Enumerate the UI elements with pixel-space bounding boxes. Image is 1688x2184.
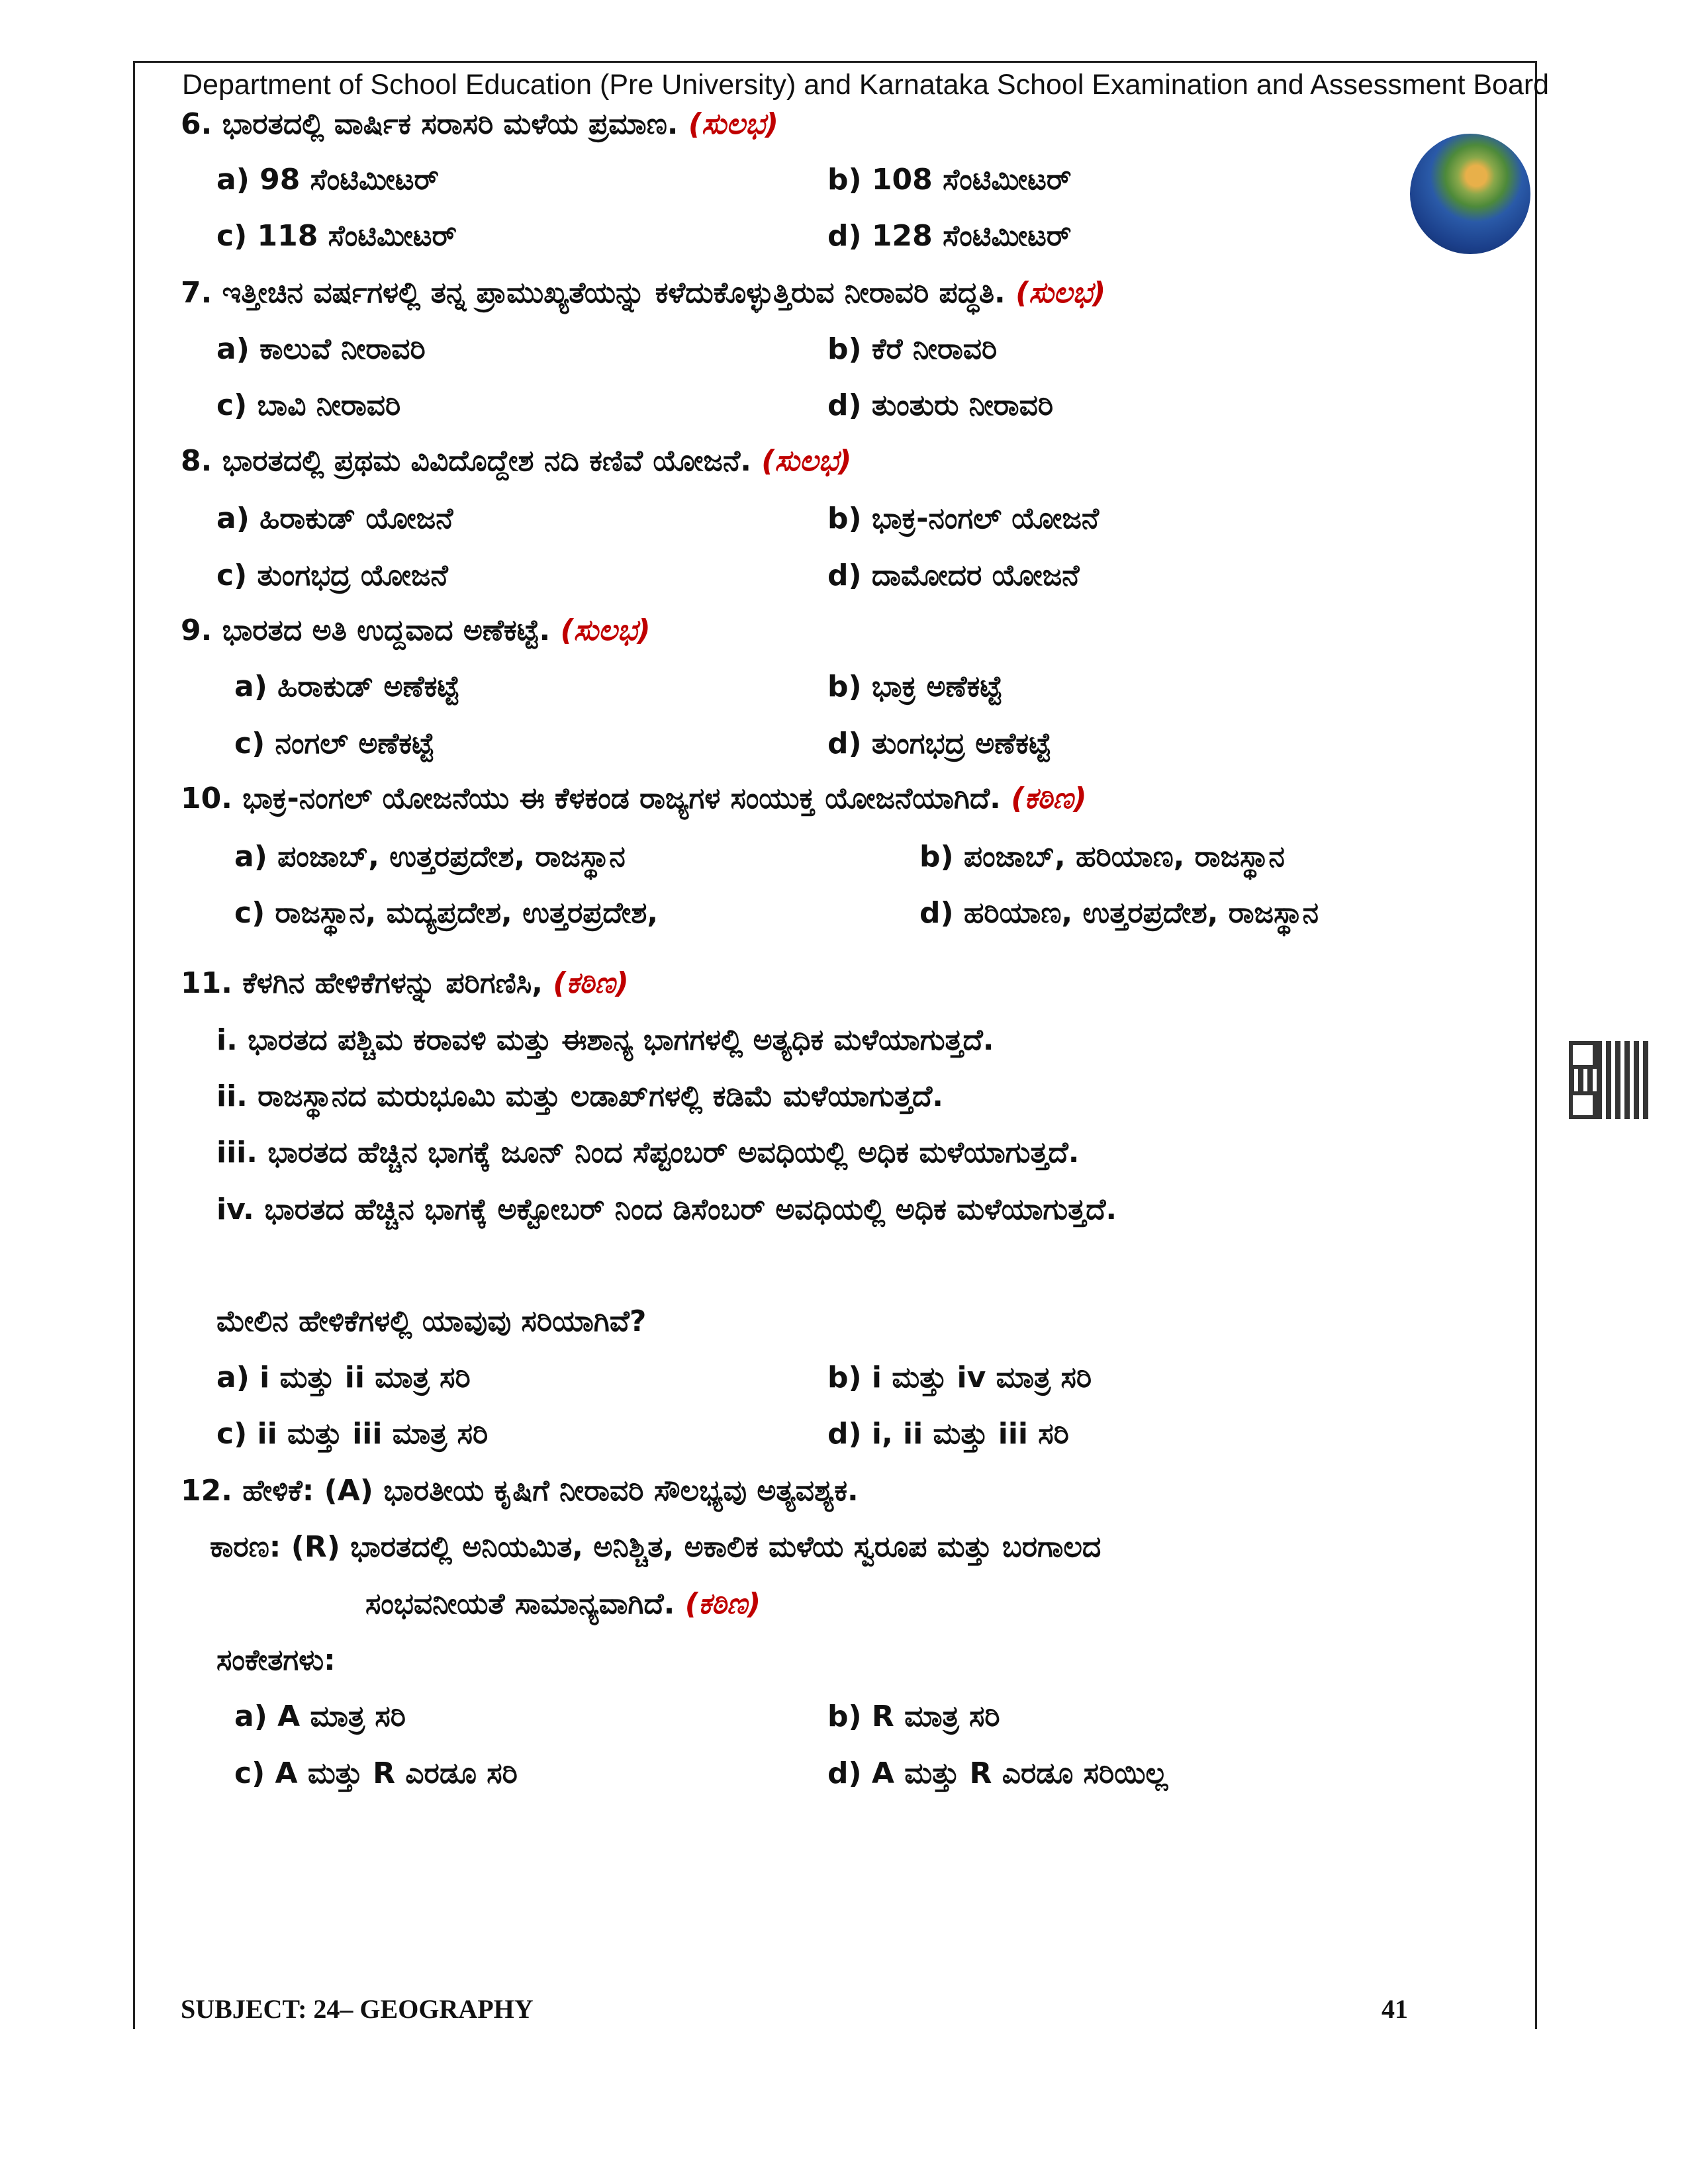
question-12: 12. ಹೇಳಿಕೆ: (A) ಭಾರತೀಯ ಕೃಷಿಗೆ ನೀರಾವರಿ ಸೌಲಭ್ಯವು ಅತ್ಯವಶ್ಯಕ. <box>181 1474 859 1508</box>
option-b: b) ಭಾಕ್ರ ಅಣೆಕಟ್ಟೆ <box>827 670 1003 704</box>
option-d: d) ತುಂಗಭದ್ರ ಅಣೆಕಟ್ಟೆ <box>827 727 1051 760</box>
option-c: c) ನಂಗಲ್ ಅಣೆಕಟ್ಟೆ <box>234 727 434 760</box>
question-9 <box>181 612 651 649</box>
option-c: c) A ಮತ್ತು R ಎರಡೂ ಸರಿ <box>234 1756 518 1790</box>
option-d: d) ಹರಿಯಾಣ, ಉತ್ತರಪ್ರದೇಶ, ರಾಜಸ್ಥಾನ <box>919 896 1319 930</box>
question-8 <box>181 443 851 480</box>
question-6 <box>181 106 778 143</box>
option-a: a) ಹಿರಾಕುಡ್ ಯೋಜನೆ <box>216 502 453 535</box>
option-b: b) 108 ಸೆಂಟಿಮೀಟರ್ <box>827 163 1072 197</box>
option-c: c) ತುಂಗಭದ್ರ ಯೋಜನೆ <box>216 559 448 592</box>
option-a: a) ಪಂಜಾಬ್, ಉತ್ತರಪ್ರದೇಶ, ರಾಜಸ್ಥಾನ <box>234 840 626 874</box>
page-border-top <box>133 61 1537 63</box>
qr-code <box>1569 1041 1648 1119</box>
page-header: Department of School Education (Pre University) and Karnataka School Examination and Assessment Board <box>182 69 1550 101</box>
question-text: 11. ಕೆಳಗಿನ ಹೇಳಿಕೆಗಳನ್ನು ಪರಿಗಣಿಸಿ, <box>181 966 543 1000</box>
question-text: 8. ಭಾರತದಲ್ಲಿ ಪ್ರಥಮ ವಿವಿದೊದ್ದೇಶ ನದಿ ಕಣಿವೆ ಯೋಜನೆ. <box>181 444 751 478</box>
option-d: d) ದಾಮೋದರ ಯೋಜನೆ <box>827 559 1080 592</box>
codes-label: ಸಂಕೇತಗಳು: <box>216 1643 336 1677</box>
difficulty-tag: (ಸುಲಭ) <box>560 614 651 647</box>
option-d: d) ತುಂತುರು ನೀರಾವರಿ <box>827 388 1054 422</box>
option-d: d) i, ii ಮತ್ತು iii ಸರಿ <box>827 1417 1069 1451</box>
question-text: 10. ಭಾಕ್ರ-ನಂಗಲ್ ಯೋಜನೆಯು ಈ ಕೆಳಕಂಡ ರಾಜ್ಯಗಳ ಸಂಯುಕ್ತ ಯೋಜನೆಯಾಗಿದೆ. <box>181 782 1001 815</box>
option-c: c) ರಾಜಸ್ಥಾನ, ಮದ್ಯಪ್ರದೇಶ, ಉತ್ತರಪ್ರದೇಶ, <box>234 896 659 930</box>
option-b: b) R ಮಾತ್ರ ಸರಿ <box>827 1700 1000 1733</box>
option-c: c) ಬಾವಿ ನೀರಾವರಿ <box>216 388 401 422</box>
statement-i: i. ಭಾರತದ ಪಶ್ಚಿಮ ಕರಾವಳಿ ಮತ್ತು ಈಶಾನ್ಯ ಭಾಗಗಳಲ್ಲಿ ಅತ್ಯಧಿಕ ಮಳೆಯಾಗುತ್ತದೆ. <box>216 1023 994 1057</box>
page-number: 41 <box>1382 1994 1408 2024</box>
question-10 <box>181 780 1087 817</box>
option-d: d) 128 ಸೆಂಟಿಮೀಟರ್ <box>827 219 1072 253</box>
page-border-left <box>133 62 135 2029</box>
option-b: b) i ಮತ್ತು iv ಮಾತ್ರ ಸರಿ <box>827 1361 1092 1394</box>
statement-iii: iii. ಭಾರತದ ಹೆಚ್ಚಿನ ಭಾಗಕ್ಕೆ ಜೂನ್ ನಿಂದ ಸೆಪ್ಟಂಬರ್ ಅವಧಿಯಲ್ಲಿ ಅಧಿಕ ಮಳೆಯಾಗುತ್ತದೆ. <box>216 1136 1080 1169</box>
difficulty-tag: (ಕಠಿಣ) <box>1011 782 1087 815</box>
question-7 <box>181 275 1105 312</box>
difficulty-tag: (ಸುಲಭ) <box>761 444 852 478</box>
question-text: 6. ಭಾರತದಲ್ಲಿ ವಾರ್ಷಿಕ ಸರಾಸರಿ ಮಳೆಯ ಪ್ರಮಾಣ. <box>181 107 679 141</box>
difficulty-tag: (ಸುಲಭ) <box>1015 276 1106 310</box>
option-c: c) 118 ಸೆಂಟಿಮೀಟರ್ <box>216 219 457 253</box>
question-prompt: ಮೇಲಿನ ಹೇಳಿಕೆಗಳಲ್ಲಿ ಯಾವುವು ಸರಿಯಾಗಿವೆ? <box>216 1304 647 1338</box>
statement-ii: ii. ರಾಜಸ್ಥಾನದ ಮರುಭೂಮಿ ಮತ್ತು ಲಡಾಖ್‌ಗಳಲ್ಲಿ ಕಡಿಮೆ ಮಳೆಯಾಗುತ್ತದೆ. <box>216 1079 943 1113</box>
difficulty-tag: (ಕಠಿಣ) <box>684 1587 761 1621</box>
option-a: a) 98 ಸೆಂಟಿಮೀಟರ್ <box>216 163 440 197</box>
option-a: a) i ಮತ್ತು ii ಮಾತ್ರ ಸರಿ <box>216 1361 471 1394</box>
reason-continued <box>365 1586 761 1623</box>
option-b: b) ಕೆರೆ ನೀರಾವರಿ <box>827 332 998 366</box>
question-text: 7. ಇತ್ತೀಚಿನ ವರ್ಷಗಳಲ್ಲಿ ತನ್ನ ಪ್ರಾಮುಖ್ಯತೆಯನ್ನು ಕಳೆದುಕೊಳ್ಳುತ್ತಿರುವ ನೀರಾವರಿ ಪದ್ಧತಿ. <box>181 276 1006 310</box>
option-d: d) A ಮತ್ತು R ಎರಡೂ ಸರಿಯಿಲ್ಲ <box>827 1756 1168 1790</box>
option-a: a) ಹಿರಾಕುಡ್ ಅಣೆಕಟ್ಟೆ <box>234 670 460 704</box>
option-a: a) A ಮಾತ್ರ ಸರಿ <box>234 1700 406 1733</box>
option-b: b) ಭಾಕ್ರ-ನಂಗಲ್ ಯೋಜನೆ <box>827 502 1100 535</box>
option-c: c) ii ಮತ್ತು iii ಮಾತ್ರ ಸರಿ <box>216 1417 489 1451</box>
reason-text-cont: ಸಂಭವನೀಯತೆ ಸಾಮಾನ್ಯವಾಗಿದೆ. <box>365 1587 675 1621</box>
option-a: a) ಕಾಲುವೆ ನೀರಾವರಿ <box>216 332 426 366</box>
option-b: b) ಪಂಜಾಬ್, ಹರಿಯಾಣ, ರಾಜಸ್ಥಾನ <box>919 840 1285 874</box>
question-11 <box>181 965 629 1002</box>
statement-iv: iv. ಭಾರತದ ಹೆಚ್ಚಿನ ಭಾಗಕ್ಕೆ ಅಕ್ಟೋಬರ್ ನಿಂದ ಡಿಸೆಂಬರ್ ಅವಧಿಯಲ್ಲಿ ಅಧಿಕ ಮಳೆಯಾಗುತ್ತದೆ. <box>216 1193 1117 1226</box>
question-text: 9. ಭಾರತದ ಅತಿ ಉದ್ದವಾದ ಅಣೆಕಟ್ಟೆ. <box>181 614 551 647</box>
globe-image <box>1410 134 1530 254</box>
reason-text: ಕಾರಣ: (R) ಭಾರತದಲ್ಲಿ ಅನಿಯಮಿತ, ಅನಿಶ್ಚಿತ, ಅಕಾಲಿಕ ಮಳೆಯ ಸ್ವರೂಪ ಮತ್ತು ಬರಗಾಲದ <box>210 1530 1102 1564</box>
difficulty-tag: (ಕಠಿಣ) <box>553 966 629 1000</box>
footer-subject: SUBJECT: 24– GEOGRAPHY <box>181 1994 534 2024</box>
difficulty-tag: (ಸುಲಭ) <box>688 107 778 141</box>
page-border-right <box>1535 62 1537 2029</box>
